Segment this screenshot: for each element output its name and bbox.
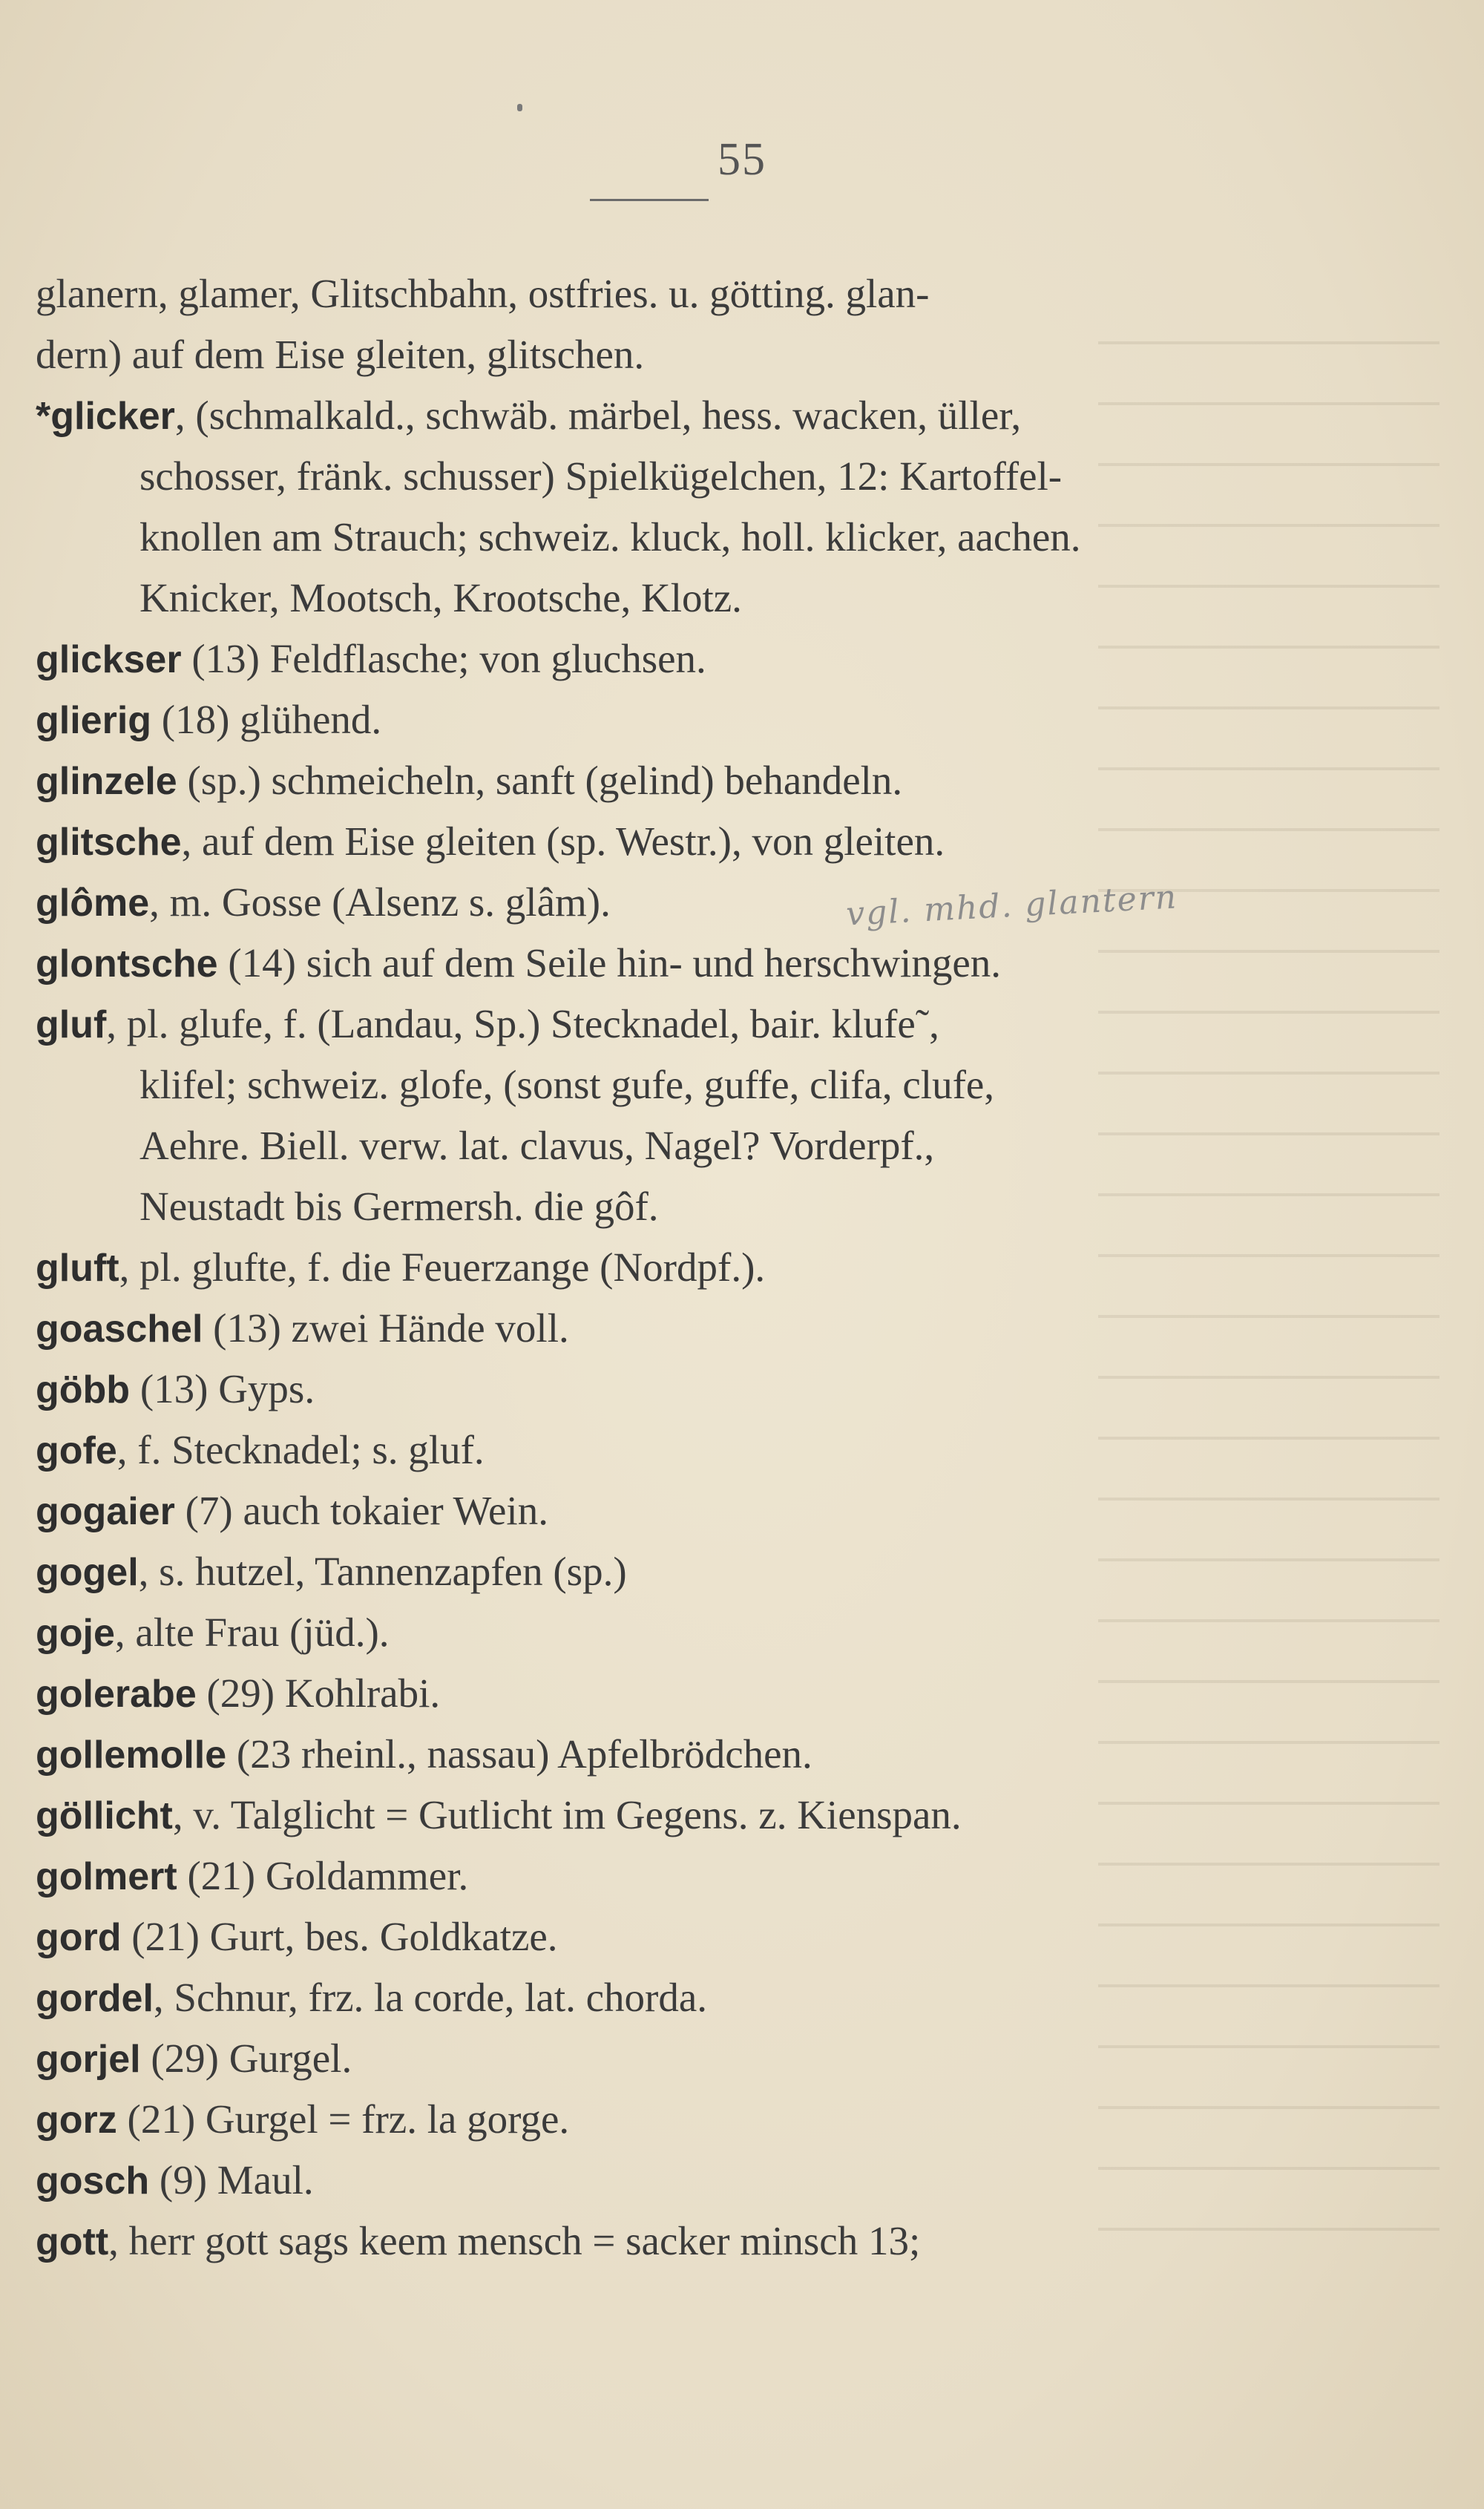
- entry-text: (14) sich auf dem Seile hin- und herschwingen.: [217, 940, 1001, 985]
- entry-headword: gord: [36, 1916, 122, 1959]
- entry-line: [36, 1055, 1260, 1115]
- entry-text: , alte Frau (jüd.).: [114, 1610, 390, 1655]
- entry-text: (21) Gurt, bes. Goldkatze.: [121, 1914, 558, 1959]
- entry-headword: golmert: [36, 1855, 177, 1898]
- entry-headword: gluft: [36, 1247, 119, 1290]
- entry-line: [36, 2211, 1260, 2272]
- entry-line: [36, 750, 1260, 811]
- entry-headword: glierig: [36, 699, 152, 742]
- entry-text: , (schmalkald., schwäb. märbel, hess. wacken, üller,: [174, 393, 1022, 438]
- entry-line: [36, 1602, 1260, 1663]
- entry-headword: goaschel: [36, 1308, 203, 1351]
- entry-line: [36, 1724, 1260, 1785]
- entry-line: [36, 1541, 1260, 1602]
- entry-text: Aehre. Biell. verw. lat. clavus, Nagel? Vorderpf.,: [139, 1123, 935, 1168]
- entry-line: [36, 1663, 1260, 1724]
- page-number: 55: [718, 134, 766, 185]
- entry-text: dern) auf dem Eise gleiten, glitschen.: [36, 332, 645, 377]
- entry-line: [36, 2150, 1260, 2211]
- entry-line: [36, 1420, 1260, 1480]
- entry-line: [36, 2028, 1260, 2089]
- entry-line: [36, 2089, 1260, 2150]
- entry-line: [36, 933, 1260, 994]
- entry-line: [36, 1906, 1260, 1967]
- entry-line: [36, 1176, 1260, 1237]
- ink-speck: [517, 104, 522, 111]
- entry-headword: gorjel: [36, 2038, 141, 2081]
- entry-text: , v. Talglicht = Gutlicht im Gegens. z. Kienspan.: [172, 1792, 962, 1837]
- entry-line: [36, 568, 1260, 629]
- entry-text: (7) auch tokaier Wein.: [174, 1488, 548, 1533]
- entry-line: [36, 263, 1260, 324]
- dictionary-entries: [36, 263, 1260, 2272]
- entry-line: [36, 1480, 1260, 1541]
- entry-headword: gott: [36, 2220, 109, 2263]
- entry-text: (18) glühend.: [151, 697, 382, 742]
- entry-line: [36, 811, 1260, 872]
- entry-line: [36, 629, 1260, 689]
- entry-text: , s. hutzel, Tannenzapfen (sp.): [138, 1549, 627, 1594]
- entry-line: [36, 1115, 1260, 1176]
- entry-text: klifel; schweiz. glofe, (sonst gufe, guffe, clifa, clufe,: [139, 1062, 995, 1107]
- entry-line: [36, 1298, 1260, 1359]
- entry-text: Neustadt bis Germersh. die gôf.: [139, 1184, 659, 1229]
- entry-line: [36, 689, 1260, 750]
- entry-text: , Schnur, frz. la corde, lat. chorda.: [153, 1975, 708, 2020]
- entry-text: , f. Stecknadel; s. gluf.: [116, 1427, 485, 1472]
- entry-line: [36, 1967, 1260, 2028]
- entry-line: [36, 446, 1260, 507]
- entry-headword: glinzele: [36, 760, 177, 803]
- entry-headword: goje: [36, 1612, 115, 1655]
- entry-text: glanern, glamer, Glitschbahn, ostfries. u. götting. glan-: [36, 271, 930, 316]
- entry-line: [36, 1359, 1260, 1420]
- entry-text: , auf dem Eise gleiten (sp. Westr.), von gleiten.: [181, 819, 945, 864]
- entry-line: [36, 1846, 1260, 1906]
- entry-text: (13) zwei Hände voll.: [203, 1305, 569, 1351]
- entry-headword: glôme: [36, 882, 150, 925]
- page-header: [0, 134, 1484, 186]
- entry-text: (sp.) schmeicheln, sanft (gelind) behandeln.: [177, 758, 903, 803]
- entry-headword: golerabe: [36, 1673, 197, 1716]
- entry-headword: *glicker: [36, 395, 175, 438]
- entry-text: (23 rheinl., nassau) Apfelbrödchen.: [226, 1731, 812, 1777]
- entry-headword: gogel: [36, 1551, 139, 1594]
- entry-line: [36, 1237, 1260, 1298]
- entry-line: [36, 1785, 1260, 1846]
- header-rule: [590, 199, 709, 201]
- entry-headword: gollemolle: [36, 1734, 227, 1777]
- entry-text: , herr gott sags keem mensch = sacker minsch 13;: [108, 2218, 921, 2263]
- entry-text: Knicker, Mootsch, Krootsche, Klotz.: [139, 575, 742, 620]
- entry-line: [36, 324, 1260, 385]
- entry-headword: göllicht: [36, 1794, 173, 1837]
- entry-text: schosser, fränk. schusser) Spielkügelchen, 12: Kartoffel-: [139, 453, 1063, 499]
- entry-headword: göbb: [36, 1368, 131, 1411]
- entry-headword: gogaier: [36, 1490, 175, 1533]
- entry-headword: gordel: [36, 1977, 154, 2020]
- entry-headword: gosch: [36, 2159, 150, 2203]
- entry-text: , pl. glufte, f. die Feuerzange (Nordpf.).: [119, 1244, 766, 1290]
- entry-text: (29) Kohlrabi.: [196, 1670, 441, 1716]
- entry-headword: glitsche: [36, 821, 182, 864]
- entry-line: [36, 507, 1260, 568]
- entry-text: , pl. glufe, f. (Landau, Sp.) Stecknadel, bair. klufe˜,: [106, 1001, 939, 1046]
- entry-text: (29) Gurgel.: [140, 2036, 352, 2081]
- entry-line: [36, 385, 1260, 446]
- entry-text: , m. Gosse (Alsenz s. glâm).: [149, 879, 611, 925]
- entry-headword: gluf: [36, 1003, 107, 1046]
- handwritten-margin-note: vgl. mhd. glantern: [844, 878, 1179, 934]
- entry-text: (13) Gyps.: [130, 1366, 315, 1411]
- entry-text: knollen am Strauch; schweiz. kluck, holl. klicker, aachen.: [139, 514, 1081, 560]
- entry-headword: glickser: [36, 638, 182, 681]
- entry-headword: gorz: [36, 2099, 117, 2142]
- entry-headword: glontsche: [36, 942, 218, 985]
- entry-text: (9) Maul.: [149, 2157, 314, 2203]
- entry-text: (13) Feldflasche; von gluchsen.: [181, 636, 706, 681]
- entry-headword: gofe: [36, 1429, 117, 1472]
- entry-text: (21) Gurgel = frz. la gorge.: [116, 2096, 570, 2142]
- entry-text: (21) Goldammer.: [177, 1853, 469, 1898]
- entry-line: [36, 994, 1260, 1055]
